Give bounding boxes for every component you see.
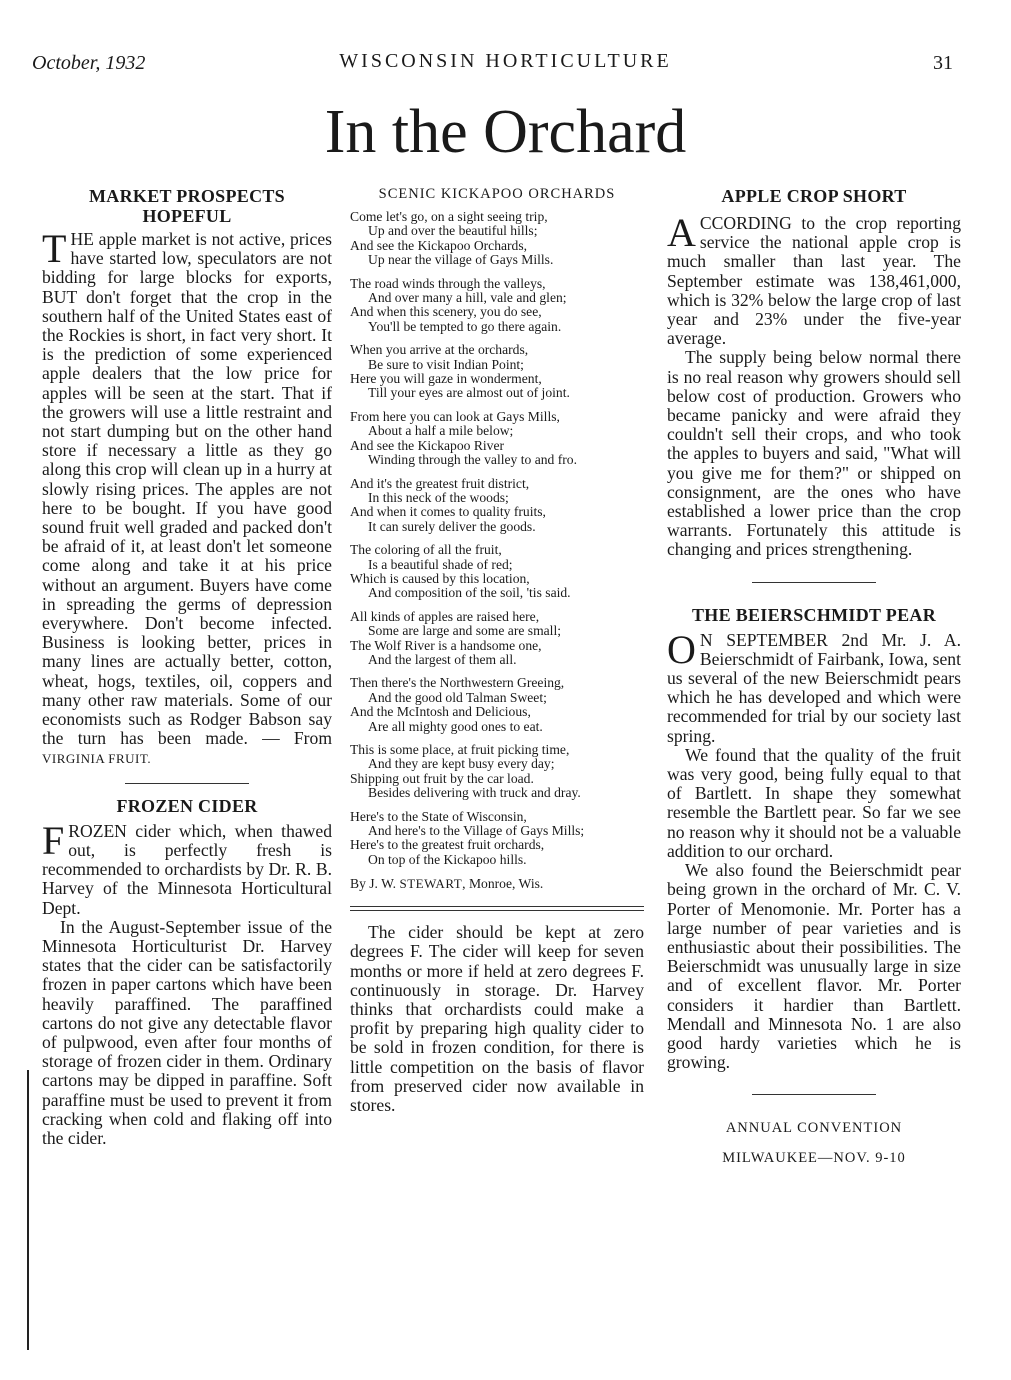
drop-cap: O xyxy=(667,626,696,672)
poem-stanza xyxy=(350,810,644,868)
poem-byline: By J. W. STEWART, Monroe, Wis. xyxy=(350,876,544,892)
poem-line: And the McIntosh and Delicious, xyxy=(350,704,531,720)
article-paragraph: In the August-September issue of the Minnesota Horticulturist Dr. Harvey states that the cider can be satisfactorily frozen in paper cartons which have been heavily paraffined. The paraffined cartons do not give any detectable flavor of pulpwood, even after four months of storage of frozen cider in them. Ordinary cartons may be dipped in paraffine. Soft paraffine must be used to prevent it from cracking when cold and flaking off into the cider. xyxy=(42,916,332,1148)
poem-line: Some are large and some are small; xyxy=(368,623,562,639)
article-paragraph: The supply being below normal there is no real reason why growers should sell below cost of production. Growers who became panicky and were afraid they couldn't sell their crops, and who took the apples to buyers and said, "What will you give me for them?" or shipped on consignment, are the ones who have established a lower price than the crop warrants. Fortunately this attitude is changing and prices strengthening. xyxy=(667,347,961,560)
poem-line: Besides delivering with truck and dray. xyxy=(368,785,581,801)
column-right xyxy=(667,186,961,1173)
convention-date: MILWAUKEE—NOV. 9-10 xyxy=(722,1150,906,1167)
column-middle xyxy=(350,186,644,1115)
poem-line: This is some place, at fruit picking time, xyxy=(350,742,570,757)
poem-line: Up near the village of Gays Mills. xyxy=(368,252,554,268)
poem-line: It can surely deliver the goods. xyxy=(368,518,536,534)
poem-stanza xyxy=(350,743,644,801)
article-beierschmidt-pear xyxy=(667,605,961,1073)
article-title: MARKET PROSPECTS HOPEFUL xyxy=(89,186,285,226)
poem-line: Is a beautiful shade of red; xyxy=(368,556,513,572)
poem-line: Which is caused by this location, xyxy=(350,570,530,586)
article-paragraph-continued: The cider should be kept at zero degrees F. The cider will keep for seven months or more if held at zero degrees F. continuously in storage. Dr. Harvey thinks that orchardists could make a profit by preparing high quality cider to be sold in frozen condition, for there is little competition on the basis of flavor from preserved cider now available in stores. xyxy=(350,922,644,1116)
poem-stanza xyxy=(350,210,644,268)
article-title: APPLE CROP SHORT xyxy=(721,186,907,206)
poem-line: And when this scenery, you do see, xyxy=(350,304,542,320)
article-apple-crop-short xyxy=(667,186,961,560)
article-body: THE apple market is not active, prices have started low, speculators are not bidding for large blocks for exports, BUT don't forget that the crop in the southern half of the United States east of the Rockies is short, in fact very short. It is the prediction of some experienced apple dealers that the low price for apples will be seen at the start. That if the growers will use a little restraint and not start dumping but on the other hand store if necessary a little as they go along this crop will clean up in a hurry at slowly rising prices. The apples are not here to be bought. If you have good sound fruit well graded and packed don't be afraid of it, at least don't let someone come along and take it at his price without an argument. Buyers have come in spreading the germs of depression everywhere. Don't become infected. Business is looking better, prices in many lines are actually better, cotton, wheat, hogs, textiles, oil, coppers and many other raw materials. Some of our economists such as Rodger Babson say the turn has been made. — From VIRGINIA FRUIT. xyxy=(42,226,332,767)
poem-stanza xyxy=(350,477,644,535)
drop-cap: F xyxy=(42,817,65,863)
poem-line: And the largest of them all. xyxy=(368,651,517,667)
source-credit: VIRGINIA FRUIT. xyxy=(42,751,152,767)
poem-stanzas xyxy=(350,210,644,867)
poem-line: And when it comes to quality fruits, xyxy=(350,504,546,520)
poem-stanza xyxy=(350,343,644,401)
poem-line: And here's to the Village of Gays Mills; xyxy=(368,823,585,839)
poem-line: And composition of the soil, 'tis said. xyxy=(368,585,571,601)
poem-line: Shipping out fruit by the car load. xyxy=(350,770,534,786)
article-title: THE BEIERSCHMIDT PEAR xyxy=(691,604,937,625)
separator-rule xyxy=(752,1094,876,1095)
poem-line: When you arrive at the orchards, xyxy=(350,342,529,358)
poem-stanza xyxy=(350,277,644,335)
drop-cap: T xyxy=(42,226,67,271)
poem-line: On top of the Kickapoo hills. xyxy=(368,851,527,867)
poem-line: You'll be tempted to go there again. xyxy=(368,318,562,334)
article-frozen-cider xyxy=(42,796,332,1148)
running-header-journal: WISCONSIN HORTICULTURE xyxy=(339,50,672,72)
poem-stanza xyxy=(350,610,644,668)
poem-line: And see the Kickapoo Orchards, xyxy=(350,237,528,253)
convention-title: ANNUAL CONVENTION xyxy=(725,1120,903,1137)
poem-line: Come let's go, on a sight seeing trip, xyxy=(350,209,548,224)
separator-rule xyxy=(752,582,876,583)
poem-stanza xyxy=(350,543,644,601)
column-left xyxy=(42,186,332,1148)
poem-line: Till your eyes are almost out of joint. xyxy=(368,385,570,401)
poem-line: All kinds of apples are raised here, xyxy=(350,608,540,624)
poem-line: Winding through the valley to and fro. xyxy=(368,452,577,468)
margin-rule xyxy=(27,1070,29,1350)
convention-notice xyxy=(667,1113,961,1173)
poem-line: The Wolf River is a handsome one, xyxy=(350,637,542,653)
poem-line: Here you will gaze in wonderment, xyxy=(350,371,542,387)
poem-line: And see the Kickapoo River xyxy=(350,437,505,453)
page-title: In the Orchard xyxy=(324,98,687,166)
article-paragraph: O N SEPTEMBER 2nd Mr. J. A. Beierschmidt of Fairbank, Iowa, sent us several of the new Beierschmidt pears which he has developed and which were recommended for trial by our society last spring. xyxy=(667,626,961,746)
article-title: FROZEN CIDER xyxy=(116,795,258,816)
drop-cap: A xyxy=(667,210,696,255)
article-paragraph: We also found the Beierschmidt pear being grown in the orchard of Mr. C. V. Porter of Menomonie. Mr. Porter has a large number of pear varieties and is enthusiastic about their possibilities. The Beierschmidt was unusually large in size and of excellent flavor. Mr. Porter considers it hardier than Bartlett. Mendall and Minnesota No. 1 are also good hardy varieties which he is growing. xyxy=(667,860,961,1073)
article-paragraph: We found that the quality of the fruit was very good, being fully equal to that of Bartlett. In shape they somewhat resemble the Bartlett pear. So far we see no reason why it should not be a valuable addition to our orchard. xyxy=(667,744,961,861)
poem-line: About a half a mile below; xyxy=(368,423,514,439)
poem-line: And it's the greatest fruit district, xyxy=(350,475,530,491)
poem-line: Here's to the greatest fruit orchards, xyxy=(350,837,545,853)
article-paragraph: ACCORDING to the crop reporting service the national apple crop is much smaller than last year. The September estimate was 138,461,000, which is 32% below the large crop of last year and 23% under the five-year average. xyxy=(667,210,961,349)
poem-scenic-kickapoo xyxy=(350,186,644,892)
poem-line: Are all mighty good ones to eat. xyxy=(368,718,543,734)
article-paragraph: FROZEN cider which, when thawed out, is perfectly fresh is recommended to orchardists by Dr. R. B. Harvey of the Minnesota Horticultural Dept. xyxy=(42,817,332,918)
poem-line: Then there's the Northwestern Greeing, xyxy=(350,675,565,691)
poem-line: And over many a hill, vale and glen; xyxy=(368,290,567,306)
page-number: 31 xyxy=(933,52,953,74)
poem-line: And the good old Talman Sweet; xyxy=(368,689,547,705)
poem-line: From here you can look at Gays Mills, xyxy=(350,408,560,424)
poem-line: The road winds through the valleys, xyxy=(350,275,546,291)
double-rule xyxy=(350,906,644,911)
poem-line: In this neck of the woods; xyxy=(368,489,509,505)
running-header-date: October, 1932 xyxy=(32,52,146,74)
poem-line: Up and over the beautiful hills; xyxy=(368,223,538,239)
poem-line: The coloring of all the fruit, xyxy=(350,542,502,558)
poem-line: And they are kept busy every day; xyxy=(368,756,555,772)
separator-rule xyxy=(125,783,249,784)
poem-title: SCENIC KICKAPOO ORCHARDS xyxy=(378,186,616,202)
poem-stanza xyxy=(350,676,644,734)
poem-stanza xyxy=(350,410,644,468)
poem-line: Be sure to visit Indian Point; xyxy=(368,356,524,372)
poem-line: Here's to the State of Wisconsin, xyxy=(350,808,527,824)
article-market-prospects xyxy=(42,186,332,769)
